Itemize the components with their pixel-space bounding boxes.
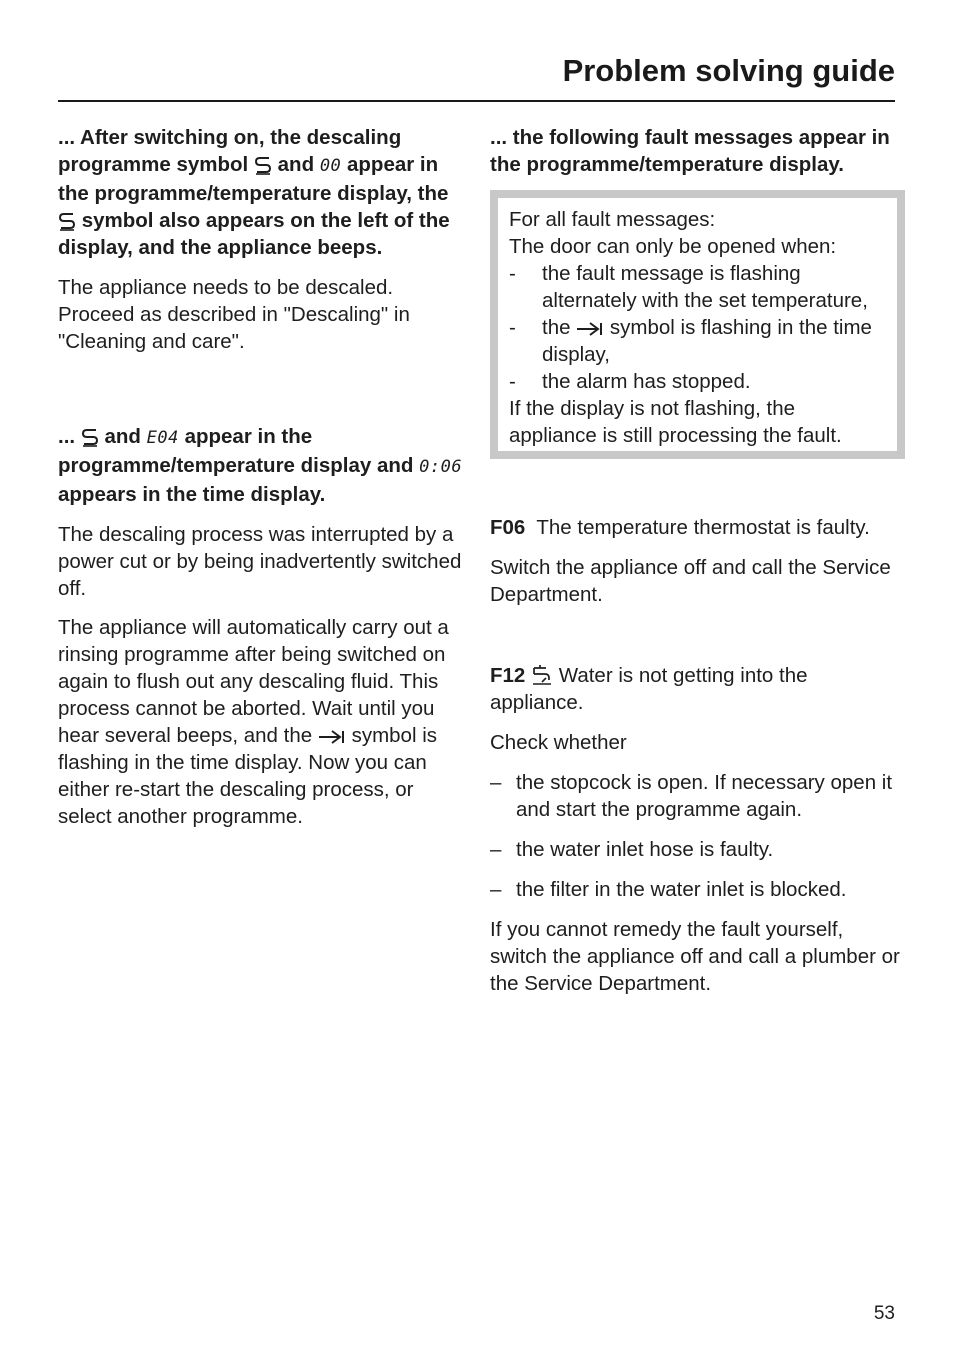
interrupted-text: The descaling process was interrupted by a power cut or by being inadvertently switched off. [58, 523, 462, 600]
f12-checks-list [490, 769, 900, 903]
descaling-symbol-heading [58, 124, 468, 261]
item-text: the [542, 316, 571, 339]
display-code-time: 0:06 [419, 457, 463, 477]
header-rule [58, 100, 895, 102]
rinsing-text [58, 614, 468, 830]
f12-footer: If you cannot remedy the fault yourself, switch the appliance off and call a plumber or the Service Department. [490, 918, 900, 995]
list-item: – the stopcock is open. If necessary open it and start the programme again. [490, 769, 900, 823]
page-number: 53 [873, 1303, 895, 1324]
door-conditions-list [509, 260, 887, 395]
heading-text: ... [58, 425, 76, 448]
heading-text: ... After switching on, the descaling programme symbol [58, 126, 402, 176]
fault-code-f12: F12 [490, 664, 526, 687]
display-code-00: 00 [319, 156, 342, 176]
body-text: symbol is flashing in the time display. Now you can either re-start the descaling process, or select another programme. [58, 724, 437, 828]
list-item: - the alarm has stopped. [509, 368, 887, 395]
fault-note-box [490, 190, 905, 459]
water-tap-icon [531, 664, 553, 686]
e04-heading [58, 423, 468, 508]
f06-action: Switch the appliance off and call the Service Department. [490, 556, 891, 606]
list-item: – the water inlet hose is faulty. [490, 836, 900, 863]
heading-text: appear in the programme/temperature display, the [58, 153, 449, 205]
fault-messages-heading: ... the following fault messages appear in the programme/temperature display. [490, 126, 890, 176]
note-line: The door can only be opened when: [509, 235, 837, 258]
heading-text: appears in the time display. [58, 483, 326, 506]
f12-fault [490, 662, 900, 716]
descaling-icon [81, 427, 99, 447]
fault-description: The temperature thermostat is faulty. [536, 516, 870, 539]
display-code-e04: E04 [146, 428, 179, 448]
list-item: - the fault message is flashing alternately with the set temperature, [509, 260, 887, 314]
descaling-icon [254, 155, 272, 175]
f06-fault [490, 514, 900, 541]
body-text: The appliance will automatically carry out a rinsing programme after being switched on again to flush out any descaling fluid. This process cannot be aborted. Wait until you hear several beeps, and the [58, 616, 449, 747]
list-item: – the filter in the water inlet is blocked. [490, 876, 900, 903]
descaling-needed-text: The appliance needs to be descaled. Proceed as described in "Descaling" in "Cleaning and care". [58, 276, 410, 353]
left-column [58, 124, 468, 830]
note-footer: If the display is not flashing, the appliance is still processing the fault. [509, 397, 842, 447]
list-item [509, 314, 887, 368]
note-line: For all fault messages: [509, 208, 716, 231]
heading-text: and [104, 425, 141, 448]
end-arrow-icon [318, 728, 346, 746]
heading-text: symbol also appears on the left of the display, and the appliance beeps. [58, 209, 450, 259]
heading-text: appear in the programme/temperature display and [58, 425, 414, 477]
descaling-icon [58, 211, 76, 231]
page-title: Problem solving guide [562, 53, 895, 88]
heading-text: and [277, 153, 315, 176]
check-whether: Check whether [490, 731, 627, 754]
fault-code-f06: F06 [490, 516, 526, 539]
item-text: symbol is flashing in the time display, [542, 316, 872, 366]
fault-description: Water is not getting into the appliance. [490, 664, 808, 714]
end-arrow-icon [576, 320, 604, 338]
right-column [490, 124, 900, 997]
